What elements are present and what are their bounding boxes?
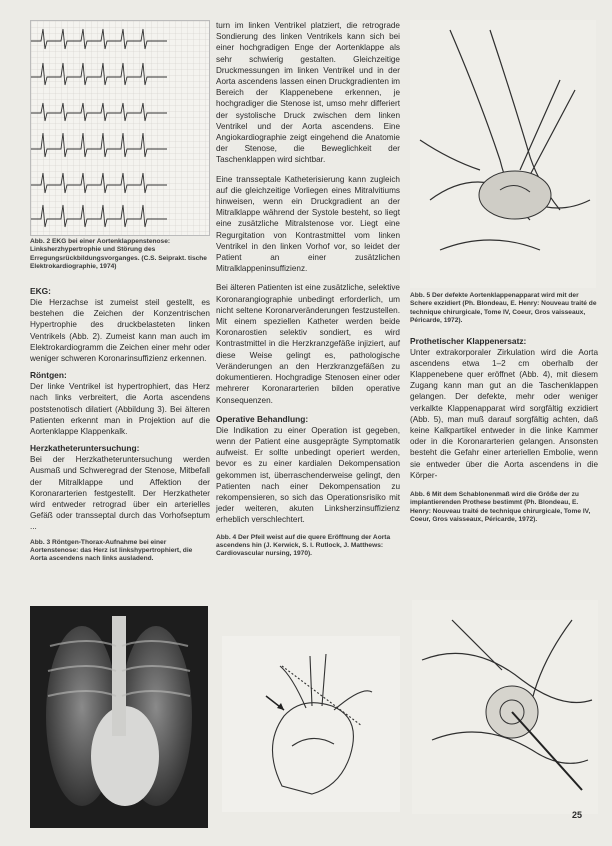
fig2-caption: Abb. 2 EKG bei einer Aortenklappenstenose: Linksherzhypertrophie und Störung des Erregungsrückbildungsvorganges. (C.S. Seiprakt. tische Elektrokardiographie, 1974): [30, 238, 207, 271]
op-text: Die Indikation zu einer Operation ist gegeben, wenn der Patient eine ausgeprägte Symptomatik aufweist. Er sollte unbedingt operiert werden, bevor es zu einer kardialen Dekompensation gekommen ist, überraschenderweise gelingt, den Patienten nach einer Dekompensation zu rekompensieren, so sich das Operationsrisiko mit jeder weiteren, akuten Linksherzinsuffizienz erheblich verschlechtert.: [216, 425, 400, 525]
fig3-caption: Abb. 3 Röntgen-Thorax-Aufnahme bei einer Aortenstenose: das Herz ist linkshypertrophiert, die Aorta ascendens nach links ausladend.: [30, 538, 193, 563]
aorta-drawing-figure: [222, 636, 400, 812]
mid-text-3: Bei älteren Patienten ist eine zusätzliche, selektive Koronarangiographie unbedingt erforderlich, um nicht seltene Koronarveränderungen festzustellen. Mit einem speziellen Katheter werden beide Koronarostien selektiv sondiert, es wird Kontrastmittel in die Herzkranzgefäße injiziert, auf diese Weise gelingt es, pathologische Veränderungen an den Herzkranzgefäßen zu dokumentieren. Hochgradige Stenosen einer oder mehrerer Koronararterien bilden operative Konsequenzen.: [216, 283, 400, 405]
ekg-text: Die Herzachse ist zumeist steil gestellt, es bestehen die Zeichen der Konzentrischen Hypertrophie des druckbelasteten linken Ventrikels (Abb. 2). Zumeist kann man auch im Elektrokardiogramm die Zeichen einer mehr oder weniger schweren Koronarinsuffizienz erkennen.: [30, 298, 210, 364]
fig6-caption: Abb. 6 Mit dem Schablonenmaß wird die Größe der zu implantierenden Prothese bestimmt (Ph. Blondeau, E. Henry: Nouveau traité de technique chirurgicale, Tome IV, Coeur, Gros vaisseaux, Péricarde, 1972).: [410, 491, 591, 524]
fig4-caption: Abb. 4 Der Pfeil weist auf die quere Eröffnung der Aorta ascendens hin (J. Kerwick, S. I. Rutlock, J. Matthews: Cardiovascular nursing, 1970).: [216, 533, 391, 558]
mid-text-1: turn im linken Ventrikel platziert, die retrograde Sondierung des linken Ventrikels kann sich bei einer hochgradigen Enge der Aortenklappe als sehr schwierig gestalten. Gleichzeitige Druckmessungen im linken Ventrikel und in der Aorta ascendens lassen einen Druckgradienten im Bereich der Klappenebene erkennen, je hochgradiger die Stenose ist, umso mehr differiert der systolische Druck zwischen dem linken Ventrikel und der Aorta ascendens. Eine Angiokardiographie zeigt eingehend die Anatomie der Stenose, die Beweglichkeit der Taschenklappen wird sichtbar.: [216, 21, 400, 165]
page-number: 25: [571, 810, 582, 820]
cath-heading: Herzkatheteruntersuchung:: [30, 443, 140, 454]
prosth-heading: Prothetischer Klappenersatz:: [410, 335, 527, 346]
prosth-text: Unter extrakorporaler Zirkulation wird die Aorta ascendens etwa 1–2 cm oberhalb der Klappenebene quer eröffnet (Abb. 4), mit diesem Zugang kann man gut an die Taschenklappen gelangen. Der defekte, mehr oder weniger verkalkte Klappenapparat wird sorgfältig exzidiert (Abb. 5), man muß darauf sorgfältig achten, daß keine Kalkpartikel entweder in die linke Kammer oder in die Koronararterien gelangen. Ansonsten besteht die Gefahr einer arteriellen Embolie, wenn sie entweder über die Aorta ascendens in die Körper-: [410, 347, 598, 480]
xray-heading: Röntgen:: [30, 370, 67, 381]
op-heading: Operative Behandlung:: [216, 413, 309, 424]
valve-excision-figure: [410, 20, 596, 288]
mid-text-2: Eine transseptale Katheterisierung kann zugleich auf die gleichzeitige Vorliegen eines Mitralvitiums hinweisen, wenn ein Druckgradient an der Mitralklappe während der Systole besteht, so liegt eine zusätzliche Mitralstenose vor. Liegt eine Regurgitation von Kontrastmittel vom linken Ventrikel in den linken Vorhof vor, so leidet der Patient an einer zusätzlichen Mitralklappeninsuffizienz.: [216, 174, 400, 274]
fig5-caption: Abb. 5 Der defekte Aortenklappenapparat wird mit der Schere exzidiert (Ph. Blondeau, E. Henry: Nouveau traité de technique chirurgicale, Tome IV, Coeur, Gros vaisseaux, Péricarde, 1972).: [410, 292, 597, 325]
ekg-heading: EKG:: [30, 286, 51, 296]
cath-text: Bei der Herzkatheteruntersuchung werden Ausmaß und Schweregrad der Stenose, Mitbefall der Mitralklappe und Affektion der Koronararterien festgestellt. Der Herzkatheter wird entweder retrograd über ein arterielles Gefäß oder transseptal durch das Vorhofseptum ...: [30, 455, 210, 532]
xray-figure: [30, 606, 208, 828]
xray-text: Der linke Ventrikel ist hypertrophiert, das Herz nach links verbreitert, die Aorta ascendens poststenotisch dilatiert (Abbildung 3). Bei älteren Patienten erkennt man in Projektion auf die Aortenklappe Klappenkalk.: [30, 382, 210, 437]
valve-sizing-figure: [412, 600, 598, 814]
ekg-figure: [30, 20, 210, 236]
